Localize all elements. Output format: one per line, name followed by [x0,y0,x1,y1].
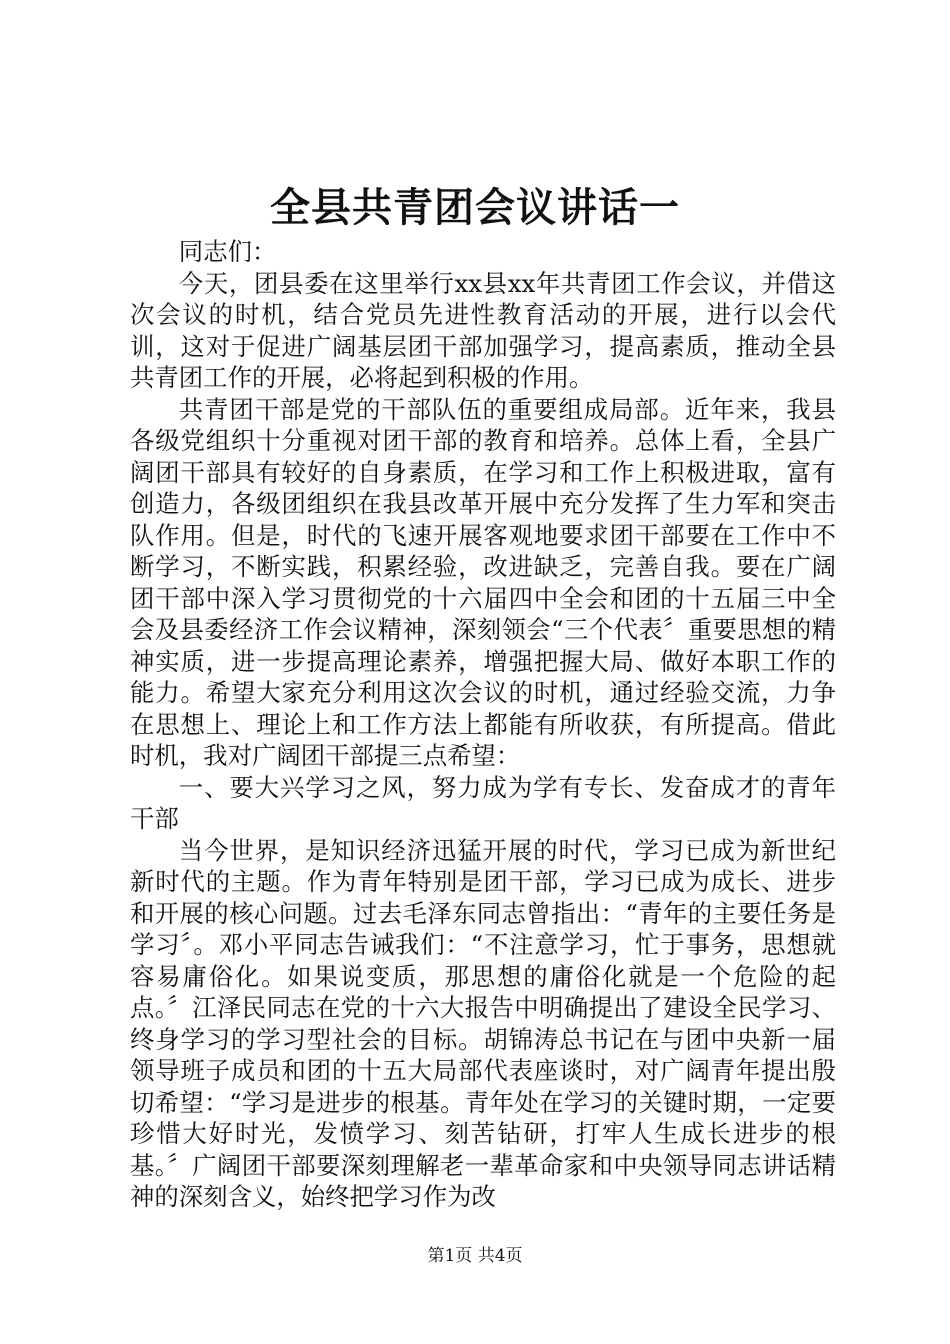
document-body [130,236,836,1213]
page-footer [0,1244,950,1268]
page-number-current: 第1页 [427,1246,473,1266]
page-number-total: 共4页 [477,1246,523,1266]
salutation-paragraph: 同志们： [178,237,277,266]
body-paragraph: 今天，团县委在这里举行xx县xx年共青团工作会议，并借这次会议的时机，结合党员先进性教育活动的开展，进行以会代训，这对于促进广阔基层团干部加强学习，提高素质，推动全县共青团工作的开展，必将起到积极的作用。 [130,268,836,392]
document-title: 全县共青团会议讲话一 [270,184,680,231]
body-paragraph: 当今世界，是知识经济迅猛开展的时代，学习已成为新世纪新时代的主题。作为青年特别是团干部，学习已成为成长、进步和开展的核心问题。过去毛泽东同志曾指出：“青年的主要任务是学习〞。邓小平同志告诫我们：“不注意学习，忙于事务，思想就容易庸俗化。如果说变质，那思想的庸俗化就是一个危险的起点。〞江泽民同志在党的十六大报告中明确提出了建设全民学习、终身学习的学习型社会的目标。胡锦涛总书记在与团中央新一届领导班子成员和团的十五大局部代表座谈时，对广阔青年提出殷切希望：“学习是进步的根基。青年处在学习的关键时期，一定要珍惜大好时光，发愤学习、刻苦钻研，打牢人生成长进步的根基。〞广阔团干部要深刻理解老一辈革命家和中央领导同志讲话精神的深刻含义，始终把学习作为改 [130,835,836,1211]
body-paragraph: 共青团干部是党的干部队伍的重要组成局部。近年来，我县各级党组织十分重视对团干部的教育和培养。总体上看，全县广阔团干部具有较好的自身素质，在学习和工作上积极进取，富有创造力，各级团组织在我县改革开展中充分发挥了生力军和突击队作用。但是，时代的飞速开展客观地要求团干部要在工作中不断学习，不断实践，积累经验，改进缺乏，完善自我。要在广阔团干部中深入学习贯彻党的十六届四中全会和团的十五届三中全会及县委经济工作会议精神，深刻领会“三个代表〞重要思想的精神实质，进一步提高理论素养，增强把握大局、做好本职工作的能力。希望大家充分利用这次会议的时机，通过经验交流，力争在思想上、理论上和工作方法上都能有所收获，有所提高。借此时机，我对广阔团干部提三点希望： [130,394,836,770]
section-heading-paragraph: 一、要大兴学习之风，努力成为学有专长、发奋成才的青年干部 [130,772,836,833]
